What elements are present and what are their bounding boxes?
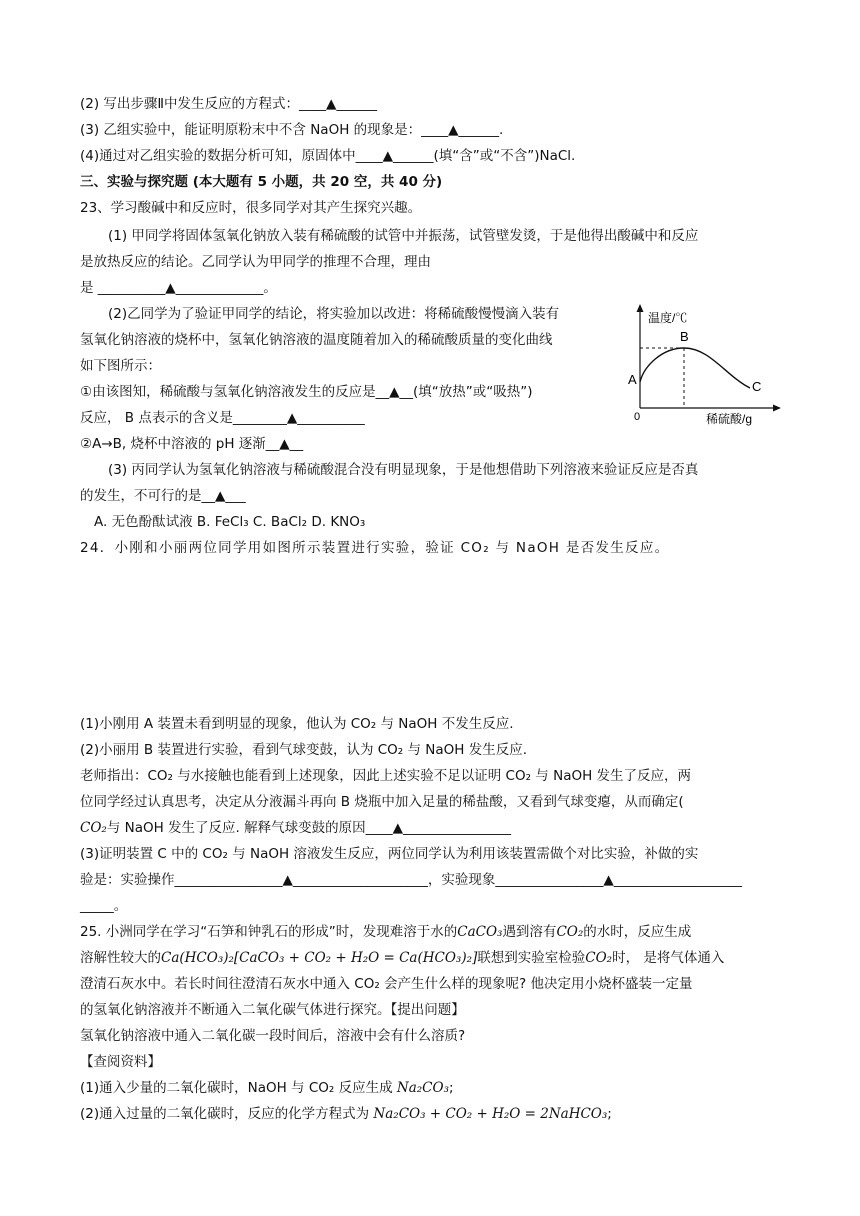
formula: Ca(HCO₃)₂[CaCO₃ + CO₂ + H₂O = Ca(HCO₃)₂] [161,950,478,966]
formula: CO₂ [585,950,613,966]
answer-options: A. 无色酚酞试液 B. FeCl₃ C. BaCl₂ D. KNO₃ [94,514,366,530]
text-segment: (2)通入过量的二氧化碳时，反应的化学方程式为 [80,1106,374,1122]
text-line: (4)通过对乙组实验的数据分析可知，原固体中____▲______(填“含”或“不含”)NaCl. [80,148,576,164]
text-line [80,818,511,838]
y-axis-label: 温度/℃ [648,311,688,325]
question-25-stem [80,922,691,942]
origin-label: 0 [634,411,641,423]
text-line: 氢氧化钠溶液的烧杯中，氢氧化钠溶液的温度随着加入的稀硫酸质量的变化曲线 [80,332,553,348]
text-line: _____。 [80,898,128,914]
text-line: 的氢氧化钠溶液并不断通入二氧化碳气体进行探究。【提出问题】 [80,1002,465,1018]
text-segment: 与 NaOH 发生了反应. 解释气球变鼓的原因____▲________________ [106,820,512,836]
text-line: 验是：实验操作________________▲____________________，实验现象________________▲___________________ [80,872,743,888]
text-segment: 的水时，反应生成 [583,924,692,940]
text-line: 如下图所示： [80,358,161,374]
point-a-label: A [628,372,637,387]
text-line: (1)小刚用 A 装置未看到明显的现象，他认为 CO₂ 与 NaOH 不发生反应. [80,716,514,732]
text-line: (1) 甲同学将固体氢氧化钠放入装有稀硫酸的试管中并振荡，试管壁发烫，于是他得出酸碱中和反应 [108,228,699,244]
text-line: 是 __________▲_____________。 [80,280,277,296]
text-line [80,1078,454,1098]
x-axis-label: 稀硫酸/g [706,412,753,426]
section-heading: 三、实验与探究题 (本大题有 5 小题，共 20 空，共 40 分) [80,174,443,190]
text-segment: 遇到溶有 [502,924,557,940]
text-line [80,948,724,968]
text-line: 的发生，不可行的是__▲___ [80,488,246,504]
text-line: 澄清石灰水中。若长时间往澄清石灰水中通入 CO₂ 会产生什么样的现象呢? 他决定用小烧杯盛装一定量 [80,976,693,992]
text-segment: 溶解性较大的 [80,950,161,966]
text-line: 是放热反应的结论。乙同学认为甲同学的推理不合理，理由 [80,254,431,270]
text-segment: 联想到实验室检验 [477,950,586,966]
question-24-stem: 24．小刚和小丽两位同学用如图所示装置进行实验，验证 CO₂ 与 NaOH 是否发生反应。 [80,540,670,556]
text-segment: (1)通入少量的二氧化碳时，NaOH 与 CO₂ 反应生成 [80,1080,397,1096]
text-line: 老师指出：CO₂ 与水接触也能看到上述现象，因此上述实验不足以证明 CO₂ 与 NaOH 发生了反应，两 [80,768,692,784]
temperature-curve-figure [622,296,782,428]
formula: Na₂CO₃ + CO₂ + H₂O = 2NaHCO₃ [373,1106,608,1122]
text-line [80,1104,612,1124]
formula: CaCO₃ [457,924,503,940]
point-b-label: B [680,329,689,344]
text-segment: ; [449,1080,454,1096]
formula: Na₂CO₃ [396,1080,449,1096]
text-line: 位同学经过认真思考，决定从分液漏斗再向 B 烧瓶中加入足量的稀盐酸，又看到气球变瘪，从而确定( [80,794,684,810]
text-line: 反应， B 点表示的含义是________▲__________ [80,410,365,426]
text-line: ①由该图知，稀硫酸与氢氧化钠溶液发生的反应是__▲__(填“放热”或“吸热”) [80,384,533,400]
text-segment: 25. 小洲同学在学习“石笋和钟乳石的形成”时，发现难溶于水的 [80,924,458,940]
y-axis-arrow [637,304,644,312]
formula: CO₂ [556,924,584,940]
x-axis-arrow [773,405,781,412]
text-line: (3) 乙组实验中，能证明原粉末中不含 NaOH 的现象是：____▲______. [80,122,504,138]
text-segment: 时， 是将气体通入 [612,950,725,966]
text-line: (2)乙同学为了验证甲同学的结论，将实验加以改进：将稀硫酸慢慢滴入装有 [108,306,560,322]
temperature-curve [640,348,750,388]
question-23-stem: 23、学习酸碱中和反应时，很多同学对其产生探究兴趣。 [80,200,422,216]
text-segment: ; [607,1106,612,1122]
text-line: 氢氧化钠溶液中通入二氧化碳一段时间后，溶液中会有什么溶质? [80,1028,466,1044]
text-line: ②A→B, 烧杯中溶液的 pH 逐渐__▲__ [80,436,304,452]
point-c-label: C [752,379,762,394]
text-line: (2) 写出步骤Ⅱ中发生反应的方程式：____▲______ [80,96,377,112]
formula: CO₂ [80,820,107,836]
text-line: (3) 丙同学认为氢氧化钠溶液与稀硫酸混合没有明显现象，于是他想借助下列溶液来验证反应是否真 [108,462,699,478]
text-line: (3)证明装置 C 中的 CO₂ 与 NaOH 溶液发生反应，两位同学认为利用该装置需做个对比实验，补做的实 [80,846,699,862]
text-line: (2)小丽用 B 装置进行实验，看到气球变鼓，认为 CO₂ 与 NaOH 发生反应. [80,742,528,758]
text-line: 【查阅资料】 [80,1054,161,1070]
